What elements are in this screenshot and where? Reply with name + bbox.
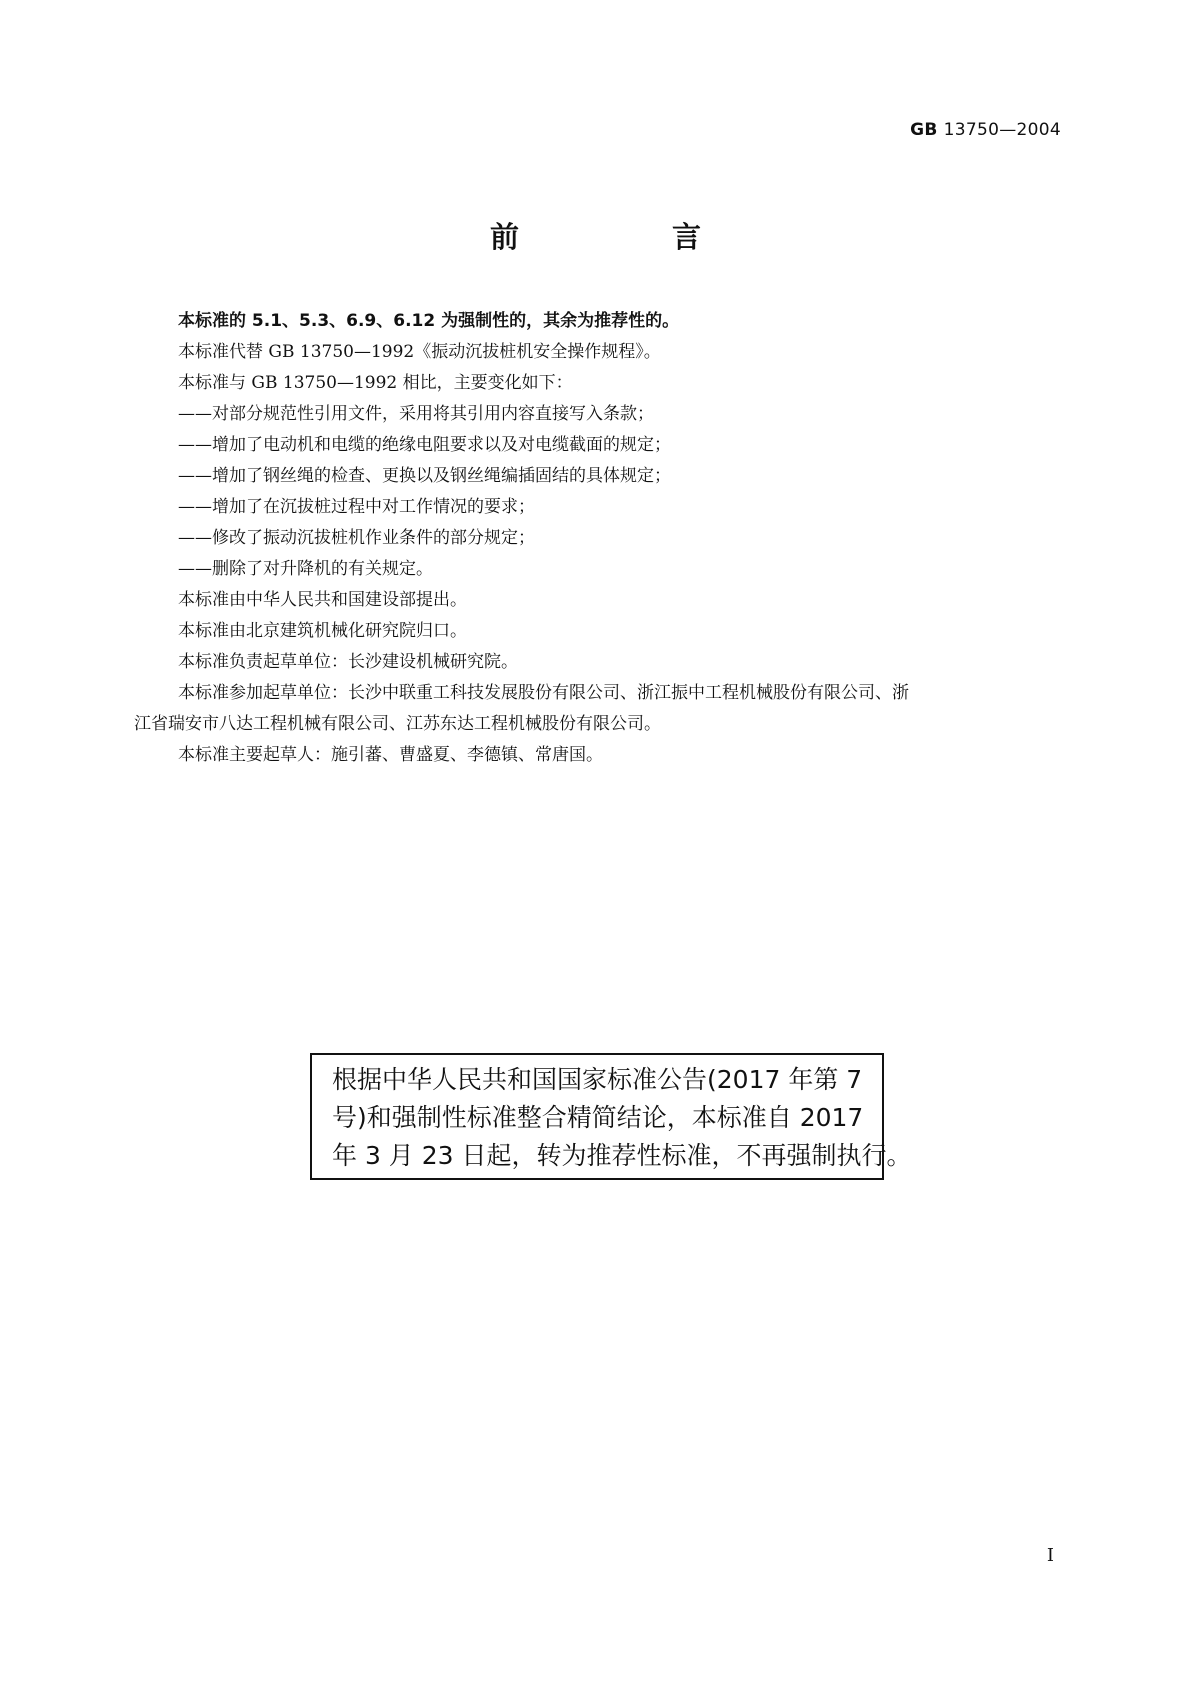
standard-prefix: GB <box>910 120 938 140</box>
change-item: ——对部分规范性引用文件，采用将其引用内容直接写入条款； <box>178 404 654 424</box>
page-number: I <box>1046 1545 1054 1566</box>
participating-units-continuation: 江省瑞安市八达工程机械有限公司、江苏东达工程机械股份有限公司。 <box>134 714 661 734</box>
change-item: ——修改了振动沉拔桩机作业条件的部分规定； <box>178 528 535 548</box>
proposer-paragraph: 本标准由中华人民共和国建设部提出。 <box>178 590 467 610</box>
status-notice-box <box>310 1053 912 1180</box>
change-item: ——增加了在沉拔桩过程中对工作情况的要求； <box>178 497 535 517</box>
notice-line: 年 3 月 23 日起，转为推荐性标准，不再强制执行。 <box>332 1141 912 1170</box>
page-title: 前 言 <box>489 220 763 254</box>
change-item: ——增加了钢丝绳的检查、更换以及钢丝绳编插固结的具体规定； <box>178 466 671 486</box>
foreword-body <box>134 306 1064 771</box>
standard-id <box>910 120 1061 140</box>
participating-units-paragraph: 本标准参加起草单位：长沙中联重工科技发展股份有限公司、浙江振中工程机械股份有限公司、浙 <box>178 683 909 703</box>
replacement-paragraph: 本标准代替 GB 13750—1992《振动沉拔桩机安全操作规程》。 <box>178 342 661 362</box>
change-item: ——删除了对升降机的有关规定。 <box>178 559 433 579</box>
drafters-paragraph: 本标准主要起草人：施引蕃、曹盛夏、李德镇、常唐国。 <box>178 745 603 765</box>
changes-intro-paragraph: 本标准与 GB 13750—1992 相比，主要变化如下： <box>178 373 573 393</box>
drafting-unit-paragraph: 本标准负责起草单位：长沙建设机械研究院。 <box>178 652 518 672</box>
administrator-paragraph: 本标准由北京建筑机械化研究院归口。 <box>178 621 467 641</box>
notice-line: 根据中华人民共和国国家标准公告(2017 年第 7 <box>332 1065 863 1094</box>
change-item: ——增加了电动机和电缆的绝缘电阻要求以及对电缆截面的规定； <box>178 435 671 455</box>
mandatory-clause-paragraph: 本标准的 5.1、5.3、6.9、6.12 为强制性的，其余为推荐性的。 <box>178 311 680 331</box>
notice-line: 号)和强制性标准整合精简结论，本标准自 2017 <box>332 1103 864 1132</box>
standard-number: 13750—2004 <box>943 120 1061 140</box>
